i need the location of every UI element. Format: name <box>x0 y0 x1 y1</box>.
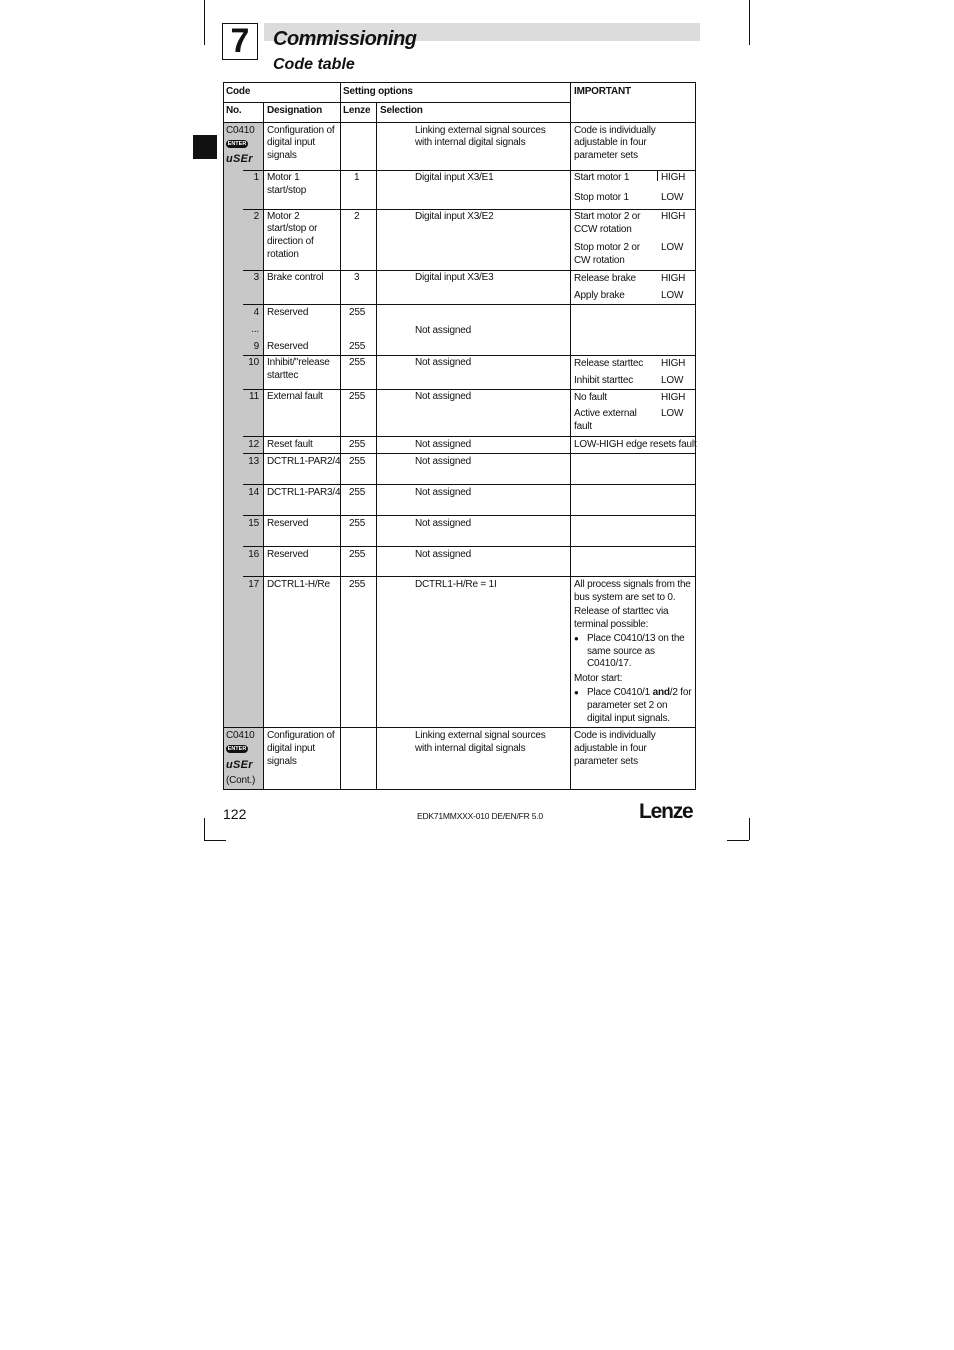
row-number: 11 <box>249 391 259 402</box>
designation-text: direction of <box>267 236 314 247</box>
designation-text: Motor 2 <box>267 211 300 222</box>
row-number: 9 <box>253 341 259 352</box>
important-text: Code is individually <box>574 125 656 136</box>
important-text: Inhibit starttec <box>574 375 634 386</box>
selection-text: with internal digital signals <box>415 743 526 754</box>
important-text: Start motor 2 or <box>574 211 641 222</box>
section-title: Code table <box>273 56 355 73</box>
code-number: C0410 <box>226 730 255 741</box>
signal-level: HIGH <box>661 358 686 369</box>
lenze-setting: 1 <box>354 172 360 183</box>
important-text: parameter sets <box>574 756 638 767</box>
designation-text: DCTRL1-PAR3/4 <box>267 487 341 498</box>
important-text: terminal possible: <box>574 619 649 630</box>
lenze-setting: 2 <box>354 211 360 222</box>
designation-text: Reserved <box>267 549 309 560</box>
lenze-setting: 255 <box>349 456 366 467</box>
chapter-number: 7 <box>222 23 258 60</box>
row-number: 2 <box>253 211 259 222</box>
important-text: Release brake <box>574 273 636 284</box>
signal-level: LOW <box>661 192 684 203</box>
important-text: Stop motor 1 <box>574 192 629 203</box>
important-text: Release starttec <box>574 358 644 369</box>
bullet-text: C0410/17. <box>587 658 632 669</box>
bullet-text: parameter set 2 on <box>587 700 668 711</box>
important-text: CW rotation <box>574 255 625 266</box>
designation-text: signals <box>267 150 297 161</box>
row-number: 4 <box>253 307 259 318</box>
designation-text: DCTRL1-PAR2/4 <box>267 456 341 467</box>
important-text: Release of starttec via <box>574 606 669 617</box>
important-text: Apply brake <box>574 290 625 301</box>
important-text: adjustable in four <box>574 137 647 148</box>
lenze-setting: 255 <box>349 487 366 498</box>
row-number: 16 <box>248 549 259 560</box>
lenze-setting: 255 <box>349 549 366 560</box>
code-number: C0410 <box>226 125 255 136</box>
row-number: 1 <box>253 172 259 183</box>
selection-text: Digital input X3/E1 <box>415 172 494 183</box>
designation-text: start/stop <box>267 185 307 196</box>
signal-level: HIGH <box>661 211 686 222</box>
lenze-setting: 255 <box>349 307 366 318</box>
header-setting-options: Setting options <box>343 86 413 97</box>
important-text: Code is individually <box>574 730 656 741</box>
selection-text: Linking external signal sources <box>415 125 546 136</box>
designation-text: rotation <box>267 249 299 260</box>
designation-text: External fault <box>267 391 323 402</box>
header-no: No. <box>226 105 242 116</box>
row-number: ... <box>251 324 259 335</box>
selection-text: with internal digital signals <box>415 137 526 148</box>
lenze-setting: 255 <box>349 518 366 529</box>
page-number: 122 <box>223 806 247 822</box>
continued-label: (Cont.) <box>226 775 256 786</box>
selection-text: Linking external signal sources <box>415 730 546 741</box>
lenze-setting: 255 <box>349 391 366 402</box>
important-text: Motor start: <box>574 673 623 684</box>
crop-mark <box>727 840 749 841</box>
bullet-text: digital input signals. <box>587 713 670 724</box>
header-lenze: Lenze <box>343 105 371 116</box>
header-designation: Designation <box>267 105 323 116</box>
row-number: 14 <box>248 487 259 498</box>
important-text: bus system are set to 0. <box>574 592 676 603</box>
lenze-logo: Lenze <box>639 800 693 823</box>
designation-text: Reset fault <box>267 439 313 450</box>
chapter-title: Commissioning <box>273 28 417 50</box>
enter-key-icon: ENTER <box>227 141 247 147</box>
designation-text: signals <box>267 756 297 767</box>
lenze-setting: 255 <box>349 341 366 352</box>
signal-level: LOW <box>661 375 684 386</box>
row-number: 17 <box>248 579 259 590</box>
row-number: 15 <box>248 518 259 529</box>
bullet-dot: ● <box>574 634 579 643</box>
signal-level: HIGH <box>661 273 686 284</box>
selection-text: Not assigned <box>415 518 471 529</box>
important-text: Stop motor 2 or <box>574 242 640 253</box>
signal-level: HIGH <box>661 172 686 183</box>
crop-mark <box>204 818 205 840</box>
enter-key-icon: ENTER <box>227 746 247 752</box>
important-text: No fault <box>574 392 607 403</box>
designation-text: Reserved <box>267 518 309 529</box>
signal-level: LOW <box>661 242 684 253</box>
side-tab-marker <box>193 135 217 159</box>
lenze-setting: 255 <box>349 579 366 590</box>
designation-text: Reserved <box>267 341 309 352</box>
designation-text: Reserved <box>267 307 309 318</box>
important-text: adjustable in four <box>574 743 647 754</box>
important-text: Start motor 1 <box>574 172 630 183</box>
selection-text: Not assigned <box>415 456 471 467</box>
designation-text: start/stop or <box>267 223 318 234</box>
row-number: 10 <box>248 357 259 368</box>
lenze-setting: 3 <box>354 272 360 283</box>
designation-text: Inhibit/"release <box>267 357 330 368</box>
designation-text: Brake control <box>267 272 324 283</box>
document-id: EDK71MMXXX-010 DE/EN/FR 5.0 <box>417 811 543 821</box>
designation-text: DCTRL1-H/Re <box>267 579 330 590</box>
row-number: 3 <box>253 272 259 283</box>
important-text: Active external <box>574 408 637 419</box>
bullet-text: same source as <box>587 646 655 657</box>
designation-text: Motor 1 <box>267 172 300 183</box>
lenze-setting: 255 <box>349 439 366 450</box>
bullet-text: Place C0410/13 on the <box>587 633 685 644</box>
selection-text: Not assigned <box>415 439 471 450</box>
important-text: parameter sets <box>574 150 638 161</box>
designation-text: digital input <box>267 743 315 754</box>
signal-level: LOW <box>661 290 684 301</box>
bullet-dot: ● <box>574 688 579 697</box>
selection-text: Not assigned <box>415 391 471 402</box>
lenze-setting: 255 <box>349 357 366 368</box>
user-menu-symbol: uSEr <box>226 153 253 165</box>
selection-text: Not assigned <box>415 325 471 336</box>
header-code: Code <box>226 86 251 97</box>
crop-mark <box>749 818 750 840</box>
header-selection: Selection <box>380 105 423 116</box>
row-number: 13 <box>248 456 259 467</box>
cursor-mark <box>657 171 658 181</box>
important-text: fault <box>574 421 592 432</box>
selection-text: Not assigned <box>415 549 471 560</box>
user-menu-symbol: uSEr <box>226 759 253 771</box>
selection-text: Digital input X3/E3 <box>415 272 494 283</box>
important-text: CCW rotation <box>574 224 632 235</box>
designation-text: Configuration of <box>267 730 335 741</box>
signal-level: HIGH <box>661 392 686 403</box>
selection-text: DCTRL1-H/Re = 1I <box>415 579 497 590</box>
header-important: IMPORTANT <box>574 86 631 97</box>
crop-mark <box>204 840 226 841</box>
crop-mark <box>204 0 205 45</box>
selection-text: Not assigned <box>415 487 471 498</box>
selection-text: Not assigned <box>415 357 471 368</box>
designation-text: digital input <box>267 137 315 148</box>
bullet-text: Place C0410/1 and/2 for <box>587 687 692 698</box>
important-text: All process signals from the <box>574 579 691 590</box>
crop-mark <box>749 0 750 45</box>
row-number: 12 <box>248 439 259 450</box>
signal-level: LOW <box>661 408 684 419</box>
important-text: LOW-HIGH edge resets fault <box>574 439 697 450</box>
designation-text: starttec <box>267 370 299 381</box>
selection-text: Digital input X3/E2 <box>415 211 494 222</box>
designation-text: Configuration of <box>267 125 335 136</box>
